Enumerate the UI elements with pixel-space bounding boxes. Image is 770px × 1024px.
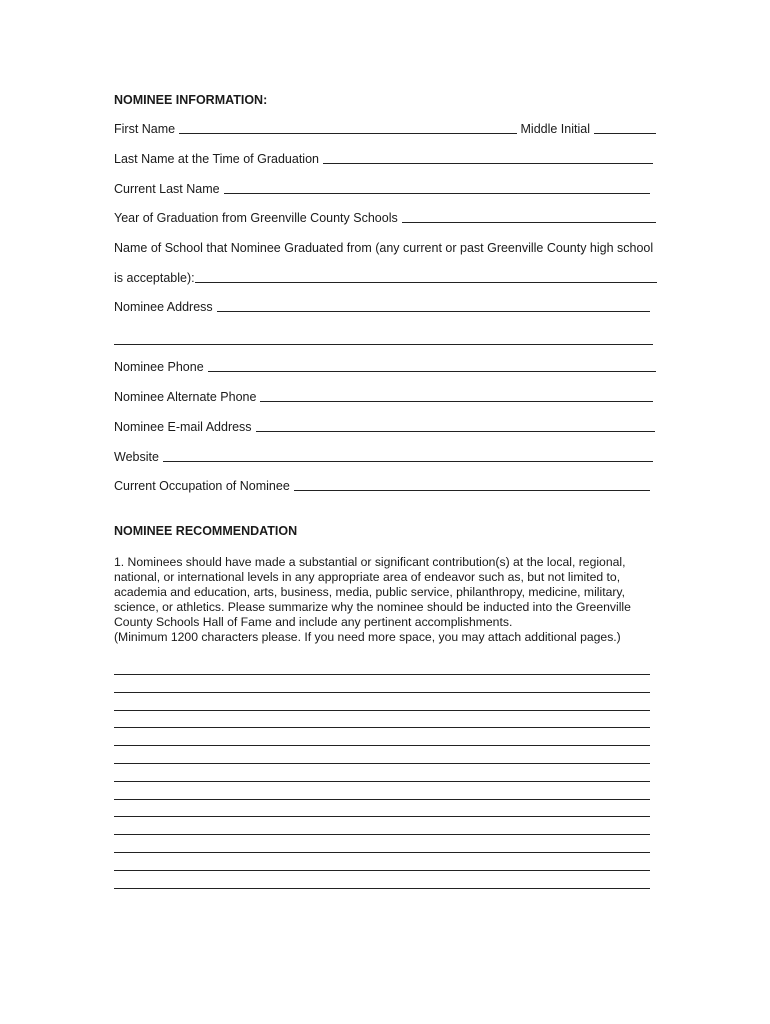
school-name-row — [114, 241, 659, 255]
answer-line[interactable] — [114, 799, 650, 800]
answer-line[interactable] — [114, 692, 650, 693]
address-field[interactable] — [217, 310, 650, 312]
school-name-row-2 — [114, 271, 657, 285]
answer-line[interactable] — [114, 834, 650, 835]
website-label: Website — [114, 450, 159, 464]
middle-initial-label: Middle Initial — [520, 122, 590, 136]
answer-line[interactable] — [114, 781, 650, 782]
year-grad-label: Year of Graduation from Greenville County Schools — [114, 211, 398, 225]
answer-line[interactable] — [114, 763, 650, 764]
answer-line[interactable] — [114, 745, 650, 746]
current-last-name-row — [114, 182, 650, 196]
answer-line[interactable] — [114, 816, 650, 817]
first-name-label: First Name — [114, 122, 176, 136]
phone-row — [114, 360, 656, 374]
last-name-grad-label: Last Name at the Time of Graduation — [114, 152, 319, 166]
answer-line[interactable] — [114, 870, 650, 871]
first-name-row — [114, 122, 656, 136]
recommendation-prompt-text: 1. Nominees should have made a substantial or significant contribution(s) at the local, regional, national, or international levels in any appropriate area of endeavor such as, but not limited to, academia and education, arts, business, media, public service, philanthropy, medicine, military, science, or athletics. Please summarize why the nominee should be inducted into the Greenville County Schools Hall of Fame and include any pertinent accomplishments. — [114, 555, 631, 629]
website-field[interactable] — [163, 460, 653, 462]
address-label: Nominee Address — [114, 300, 213, 314]
recommendation-note: (Minimum 1200 characters please. If you need more space, you may attach additional pages.) — [114, 630, 621, 644]
alt-phone-label: Nominee Alternate Phone — [114, 390, 257, 404]
last-name-grad-field[interactable] — [323, 162, 653, 164]
nominee-information-heading: NOMINEE INFORMATION: — [114, 93, 268, 107]
middle-initial-field[interactable] — [594, 132, 656, 134]
address-field-line-2[interactable] — [114, 344, 653, 345]
school-name-label: Name of School that Nominee Graduated from (any current or past Greenville County high school — [114, 241, 654, 255]
email-row — [114, 420, 655, 434]
current-last-name-field[interactable] — [224, 192, 650, 194]
recommendation-prompt — [114, 555, 659, 645]
nominee-recommendation-heading: NOMINEE RECOMMENDATION — [114, 524, 298, 538]
address-row — [114, 300, 650, 314]
school-name-label-2: is acceptable): — [114, 271, 195, 285]
alt-phone-field[interactable] — [260, 400, 653, 402]
year-grad-field[interactable] — [402, 221, 656, 223]
answer-line[interactable] — [114, 852, 650, 853]
email-label: Nominee E-mail Address — [114, 420, 252, 434]
last-name-grad-row — [114, 152, 653, 166]
first-name-field[interactable] — [179, 132, 516, 134]
occupation-row — [114, 479, 650, 493]
occupation-label: Current Occupation of Nominee — [114, 479, 290, 493]
answer-line[interactable] — [114, 674, 650, 675]
alt-phone-row — [114, 390, 653, 404]
year-grad-row — [114, 211, 656, 225]
school-name-field[interactable] — [195, 281, 657, 283]
answer-line[interactable] — [114, 710, 650, 711]
website-row — [114, 450, 653, 464]
answer-line[interactable] — [114, 888, 650, 889]
answer-line[interactable] — [114, 727, 650, 728]
email-field[interactable] — [256, 430, 655, 432]
occupation-field[interactable] — [294, 489, 650, 491]
phone-field[interactable] — [208, 370, 656, 372]
phone-label: Nominee Phone — [114, 360, 204, 374]
current-last-name-label: Current Last Name — [114, 182, 220, 196]
